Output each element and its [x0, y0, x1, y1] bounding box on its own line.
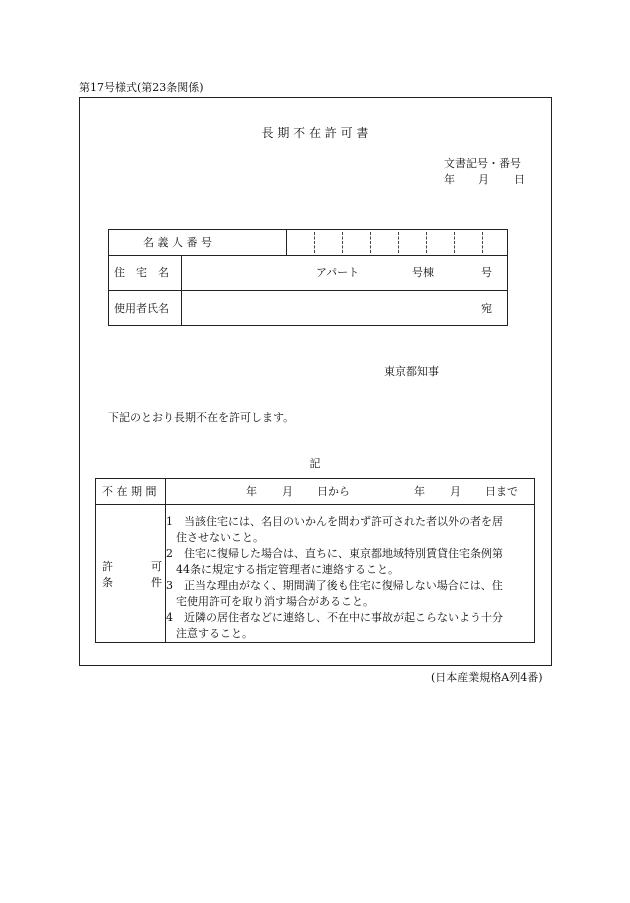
period-label: 不 在 期 間 — [102, 485, 157, 498]
condition-2-line-2: 44条に規定する指定管理者に連絡すること。 — [176, 563, 399, 576]
doc-id-label: 文書記号・番号 — [444, 157, 521, 170]
divider — [109, 255, 507, 256]
condition-1-line-2: 住させないこと。 — [176, 531, 264, 544]
section-mark: 記 — [309, 457, 321, 470]
period-to-day: 日まで — [485, 485, 518, 498]
period-to-year: 年 — [414, 485, 425, 498]
address-label: 住 宅 名 — [114, 266, 169, 279]
condition-1-line-1: 1 当該住宅には、名目のいかんを問わず許可された者以外の者を居 — [166, 515, 503, 528]
digit-separator — [314, 232, 315, 253]
form-number: 第17号様式(第23条関係) — [79, 81, 204, 94]
conditions-table — [95, 478, 535, 643]
document-title: 長 期 不 在 許 可 書 — [261, 126, 369, 140]
address-building: 号棟 — [412, 266, 434, 279]
applicant-table — [108, 229, 508, 326]
date-day: 日 — [514, 173, 525, 186]
digit-separator — [398, 232, 399, 253]
issuer: 東京都知事 — [384, 365, 439, 378]
date-month: 月 — [478, 173, 489, 186]
digit-separator — [426, 232, 427, 253]
digit-separator — [342, 232, 343, 253]
permission-statement: 下記のとおり長期不在を許可します。 — [108, 411, 295, 424]
address-apartment: アパート — [316, 266, 360, 279]
period-from-day: 日から — [317, 485, 350, 498]
divider — [109, 290, 507, 291]
conditions-label-2b: 件 — [151, 576, 162, 589]
digit-separator — [482, 232, 483, 253]
period-from-year: 年 — [246, 485, 257, 498]
conditions-label-2a: 条 — [102, 576, 113, 589]
condition-4-line-2: 注意すること。 — [176, 627, 253, 640]
condition-3-line-2: 宅使用許可を取り消す場合があること。 — [176, 595, 374, 608]
condition-3-line-1: 3 正当な理由がなく、期間満了後も住宅に復帰しない場合には、住 — [166, 579, 503, 592]
addressee-suffix: 宛 — [481, 302, 492, 315]
condition-4-line-1: 4 近隣の居住者などに連絡し、不在中に事故が起こらないよう十分 — [166, 611, 503, 624]
address-unit: 号 — [481, 266, 492, 279]
digit-separator — [454, 232, 455, 253]
conditions-label-1b: 可 — [151, 560, 162, 573]
name-number-label: 名 義 人 番 号 — [143, 236, 212, 249]
divider — [96, 504, 534, 505]
divider — [181, 255, 182, 326]
digit-separator — [370, 232, 371, 253]
conditions-list — [166, 514, 536, 642]
period-to-month: 月 — [450, 485, 461, 498]
divider — [286, 230, 287, 255]
condition-2-line-1: 2 住宅に復帰した場合は、直ちに、東京都地域特別賃貸住宅条例第 — [166, 547, 503, 560]
conditions-label-1a: 許 — [102, 560, 113, 573]
date-year: 年 — [444, 173, 455, 186]
period-from-month: 月 — [282, 485, 293, 498]
paper-size-note: (日本産業規格A列4番) — [431, 671, 543, 684]
user-name-label: 使用者氏名 — [114, 302, 169, 315]
